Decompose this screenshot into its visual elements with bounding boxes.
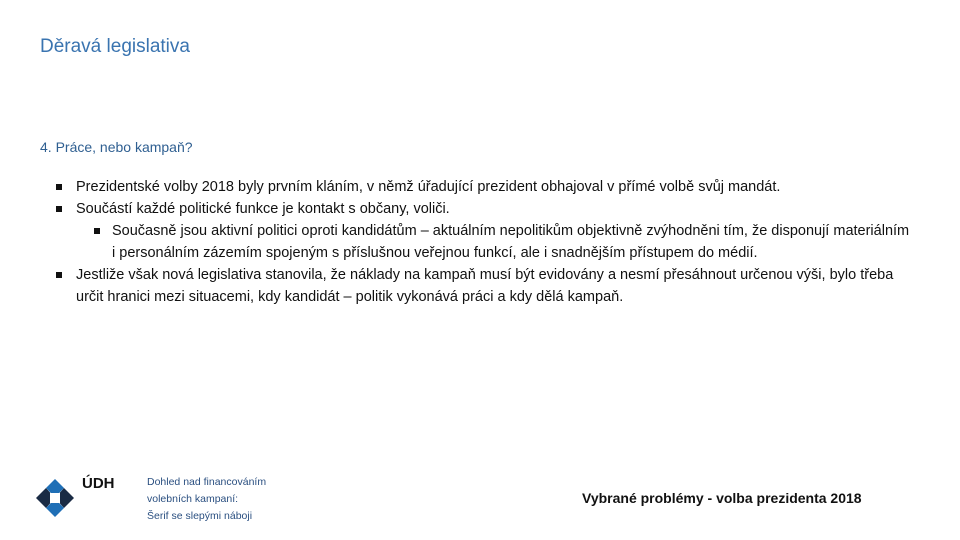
bullet-item	[56, 264, 916, 308]
footer-project-name	[147, 474, 266, 525]
bullet-marker	[56, 206, 62, 212]
sub-bullet-item	[94, 220, 916, 264]
footer-line: Šerif se slepými náboji	[147, 510, 253, 522]
slide-title: Děravá legislativa	[40, 36, 190, 57]
logo-text: ÚDH	[82, 475, 115, 492]
section-subtitle: 4. Práce, nebo kampaň?	[40, 139, 193, 155]
bullet-marker	[94, 228, 100, 234]
bullet-item	[56, 176, 916, 198]
footer-line: Dohled nad financováním	[147, 476, 267, 488]
bullet-text: Jestliže však nová legislativa stanovila, že náklady na kampaň musí být evidovány a nesmí přesáhnout určenou výši, bylo třeba určit hranici mezi situacemi, kdy kandidát – politik vykonává práci a kdy dělá kampaň.	[76, 267, 894, 305]
bullet-list	[56, 176, 916, 308]
udh-logo-icon	[34, 477, 76, 519]
bullet-item	[56, 198, 916, 220]
bullet-text: Prezidentské volby 2018 byly prvním kláním, v němž úřadující prezident obhajoval v přímé volbě svůj mandát.	[76, 179, 781, 195]
footer-presentation-title: Vybrané problémy - volba prezidenta 2018	[582, 490, 862, 506]
footer-line: volebních kampaní:	[147, 493, 239, 505]
bullet-marker	[56, 184, 62, 190]
bullet-text: Současně jsou aktivní politici oproti kandidátům – aktuálním nepolitikům objektivně zvýhodněni tím, že disponují materiálním i personálním zázemím spojeným s příslušnou veřejnou funkcí, ale i snadnějším přístupem do médií.	[112, 223, 910, 261]
bullet-marker	[56, 272, 62, 278]
bullet-text: Součástí každé politické funkce je kontakt s občany, voliči.	[76, 201, 450, 217]
